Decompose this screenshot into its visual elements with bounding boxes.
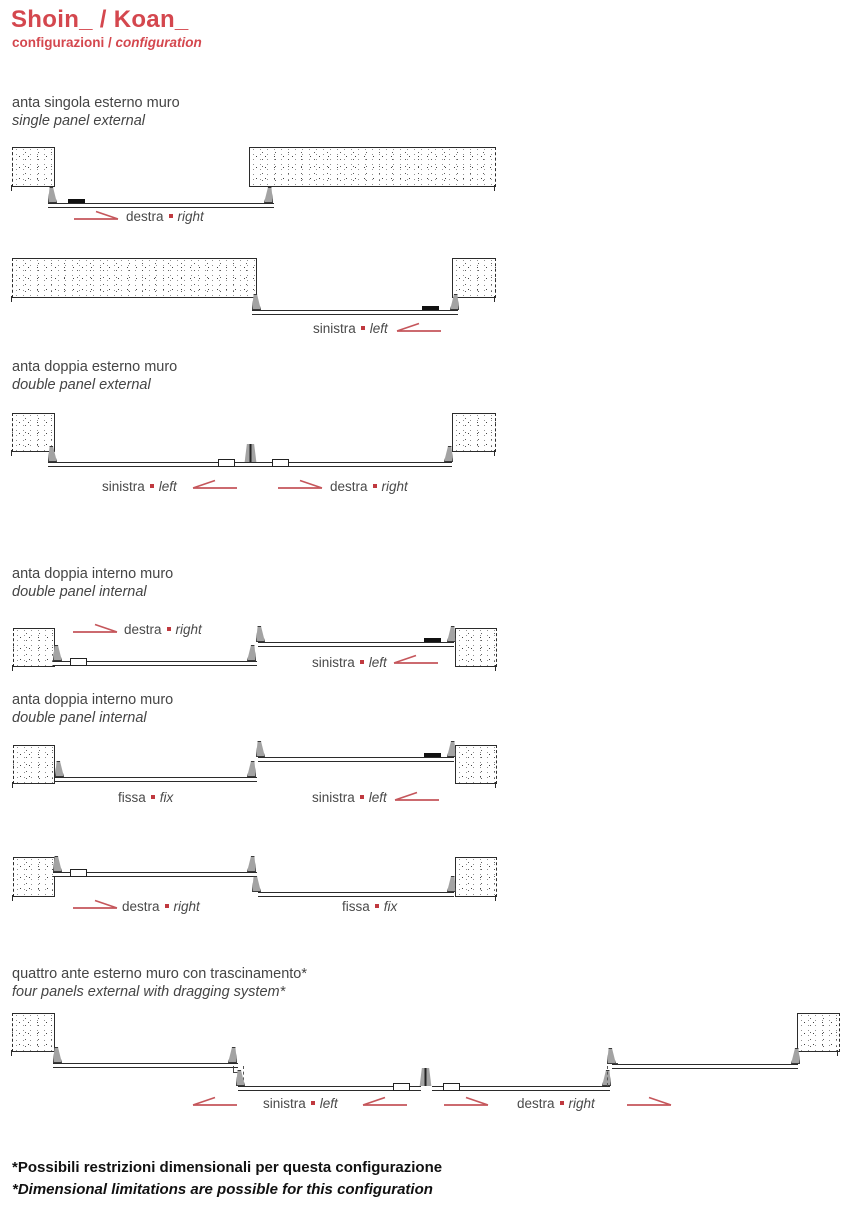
section-title-1-it: anta singola esterno muro	[12, 95, 180, 111]
handle	[70, 869, 87, 877]
arrow-left-icon	[394, 789, 440, 803]
handle	[70, 658, 87, 666]
subtitle-en: configuration	[115, 35, 202, 50]
panel	[53, 1063, 238, 1068]
jamb	[247, 856, 256, 872]
arrow-right-icon	[626, 1094, 672, 1108]
section-title-5	[12, 966, 307, 1001]
jamb	[55, 761, 64, 777]
wall-tick	[837, 1050, 838, 1056]
section-title-2-it: anta doppia esterno muro	[12, 359, 178, 375]
direction-label	[312, 655, 387, 670]
wall-tick	[11, 1050, 12, 1056]
bullet-square-icon	[169, 214, 173, 218]
arrow-right-icon	[73, 208, 119, 222]
wall-tick	[494, 450, 495, 456]
label-it: fissa	[118, 790, 146, 805]
wall-tick	[12, 665, 13, 671]
jamb	[607, 1048, 616, 1064]
label-it: destra	[330, 479, 368, 494]
wall-block	[452, 258, 496, 298]
wall-tick	[11, 185, 12, 191]
bullet-square-icon	[311, 1101, 315, 1105]
direction-label	[122, 899, 200, 914]
wall-block	[13, 857, 55, 897]
wall-tick	[495, 665, 496, 671]
section-title-3-en: double panel internal	[12, 583, 147, 600]
arrow-right-icon	[72, 897, 118, 911]
jamb	[256, 626, 265, 642]
bullet-square-icon	[360, 660, 364, 664]
bullet-square-icon	[560, 1101, 564, 1105]
jamb	[252, 876, 261, 892]
label-en: fix	[383, 899, 398, 914]
wall-block	[12, 258, 257, 298]
section-title-1-en: single panel external	[12, 112, 146, 129]
direction-label	[124, 622, 202, 637]
section-title-5-it: quattro ante esterno muro con trascinamento*	[12, 966, 307, 982]
label-en: left	[368, 790, 387, 805]
label-it: destra	[124, 622, 162, 637]
arrow-left-icon	[192, 1094, 238, 1108]
section-title-5-en: four panels external with dragging system*	[12, 983, 286, 1000]
center-post	[244, 444, 257, 462]
label-en: right	[175, 622, 202, 637]
panel	[258, 757, 454, 762]
bullet-square-icon	[150, 484, 154, 488]
center-post	[419, 1068, 432, 1086]
wall-tick	[494, 296, 495, 302]
label-it: sinistra	[313, 321, 356, 336]
label-it: destra	[126, 209, 164, 224]
panel	[612, 1064, 798, 1069]
direction-label	[263, 1096, 338, 1111]
jamb	[247, 645, 256, 661]
label-it: sinistra	[102, 479, 145, 494]
subtitle-it: configurazioni	[12, 35, 105, 50]
wall-block	[13, 745, 55, 784]
direction-label	[330, 479, 408, 494]
wall-tick	[494, 185, 495, 191]
section-title-1	[12, 95, 180, 130]
label-en: right	[381, 479, 408, 494]
bullet-square-icon	[167, 627, 171, 631]
label-it: destra	[517, 1096, 555, 1111]
arrow-left-icon	[393, 652, 439, 666]
section-title-4-it: anta doppia interno muro	[12, 692, 174, 708]
direction-label	[102, 479, 177, 494]
jamb	[48, 187, 57, 203]
page-subtitle	[12, 35, 202, 50]
label-it: sinistra	[263, 1096, 306, 1111]
jamb	[447, 741, 456, 757]
wall-block	[455, 628, 497, 667]
wall-tick	[12, 782, 13, 788]
bullet-square-icon	[165, 904, 169, 908]
jamb	[264, 187, 273, 203]
section-title-4-en: double panel internal	[12, 709, 147, 726]
section-title-2-en: double panel external	[12, 376, 151, 393]
subtitle-separator: /	[104, 35, 116, 50]
panel	[258, 892, 454, 897]
wall-block	[13, 628, 55, 667]
bullet-square-icon	[373, 484, 377, 488]
wall-block	[12, 1013, 55, 1052]
wall-tick	[11, 450, 12, 456]
arrow-left-icon	[396, 320, 442, 334]
label-en: right	[177, 209, 204, 224]
direction-label	[313, 321, 388, 336]
bullet-square-icon	[151, 795, 155, 799]
handle	[424, 638, 441, 642]
handle	[68, 199, 85, 203]
label-it: sinistra	[312, 790, 355, 805]
bullet-square-icon	[375, 904, 379, 908]
dragging-link	[607, 1066, 608, 1086]
footer-note-en: *Dimensional limitations are possible for this configuration	[12, 1181, 433, 1198]
handle	[393, 1083, 410, 1091]
wall-block	[797, 1013, 840, 1052]
panel	[48, 462, 452, 467]
direction-label	[312, 790, 387, 805]
wall-block	[249, 147, 496, 187]
wall-tick	[11, 296, 12, 302]
wall-tick	[12, 895, 13, 901]
wall-tick	[495, 895, 496, 901]
jamb	[247, 761, 256, 777]
arrow-left-icon	[362, 1094, 408, 1108]
arrow-left-icon	[192, 477, 238, 491]
section-title-3-it: anta doppia interno muro	[12, 566, 174, 582]
label-en: left	[368, 655, 387, 670]
section-title-3	[12, 566, 173, 601]
handle	[424, 753, 441, 757]
wall-block	[12, 147, 55, 187]
label-en: fix	[159, 790, 174, 805]
handle	[272, 459, 289, 467]
panel	[252, 310, 458, 315]
wall-block	[12, 413, 55, 452]
bullet-square-icon	[361, 326, 365, 330]
section-title-4	[12, 692, 173, 727]
page-title: Shoin_ / Koan_	[11, 6, 189, 33]
arrow-right-icon	[72, 621, 118, 635]
wall-block	[455, 857, 497, 897]
label-it: sinistra	[312, 655, 355, 670]
arrow-right-icon	[443, 1094, 489, 1108]
label-en: left	[158, 479, 177, 494]
label-it: fissa	[342, 899, 370, 914]
handle	[443, 1083, 460, 1091]
handle	[218, 459, 235, 467]
panel	[55, 777, 257, 782]
section-title-2	[12, 359, 177, 394]
direction-label	[118, 790, 173, 805]
jamb	[256, 741, 265, 757]
wall-tick	[495, 782, 496, 788]
footer-note-it: *Possibili restrizioni dimensionali per questa configurazione	[12, 1159, 443, 1176]
label-en: right	[173, 899, 200, 914]
panel	[258, 642, 454, 647]
label-it: destra	[122, 899, 160, 914]
direction-label	[126, 209, 204, 224]
arrow-right-icon	[277, 477, 323, 491]
wall-block	[455, 745, 497, 784]
jamb	[228, 1047, 237, 1063]
direction-label	[517, 1096, 595, 1111]
wall-block	[452, 413, 496, 452]
bullet-square-icon	[360, 795, 364, 799]
direction-label	[342, 899, 397, 914]
label-en: right	[568, 1096, 595, 1111]
label-en: left	[319, 1096, 338, 1111]
label-en: left	[369, 321, 388, 336]
handle	[422, 306, 439, 310]
